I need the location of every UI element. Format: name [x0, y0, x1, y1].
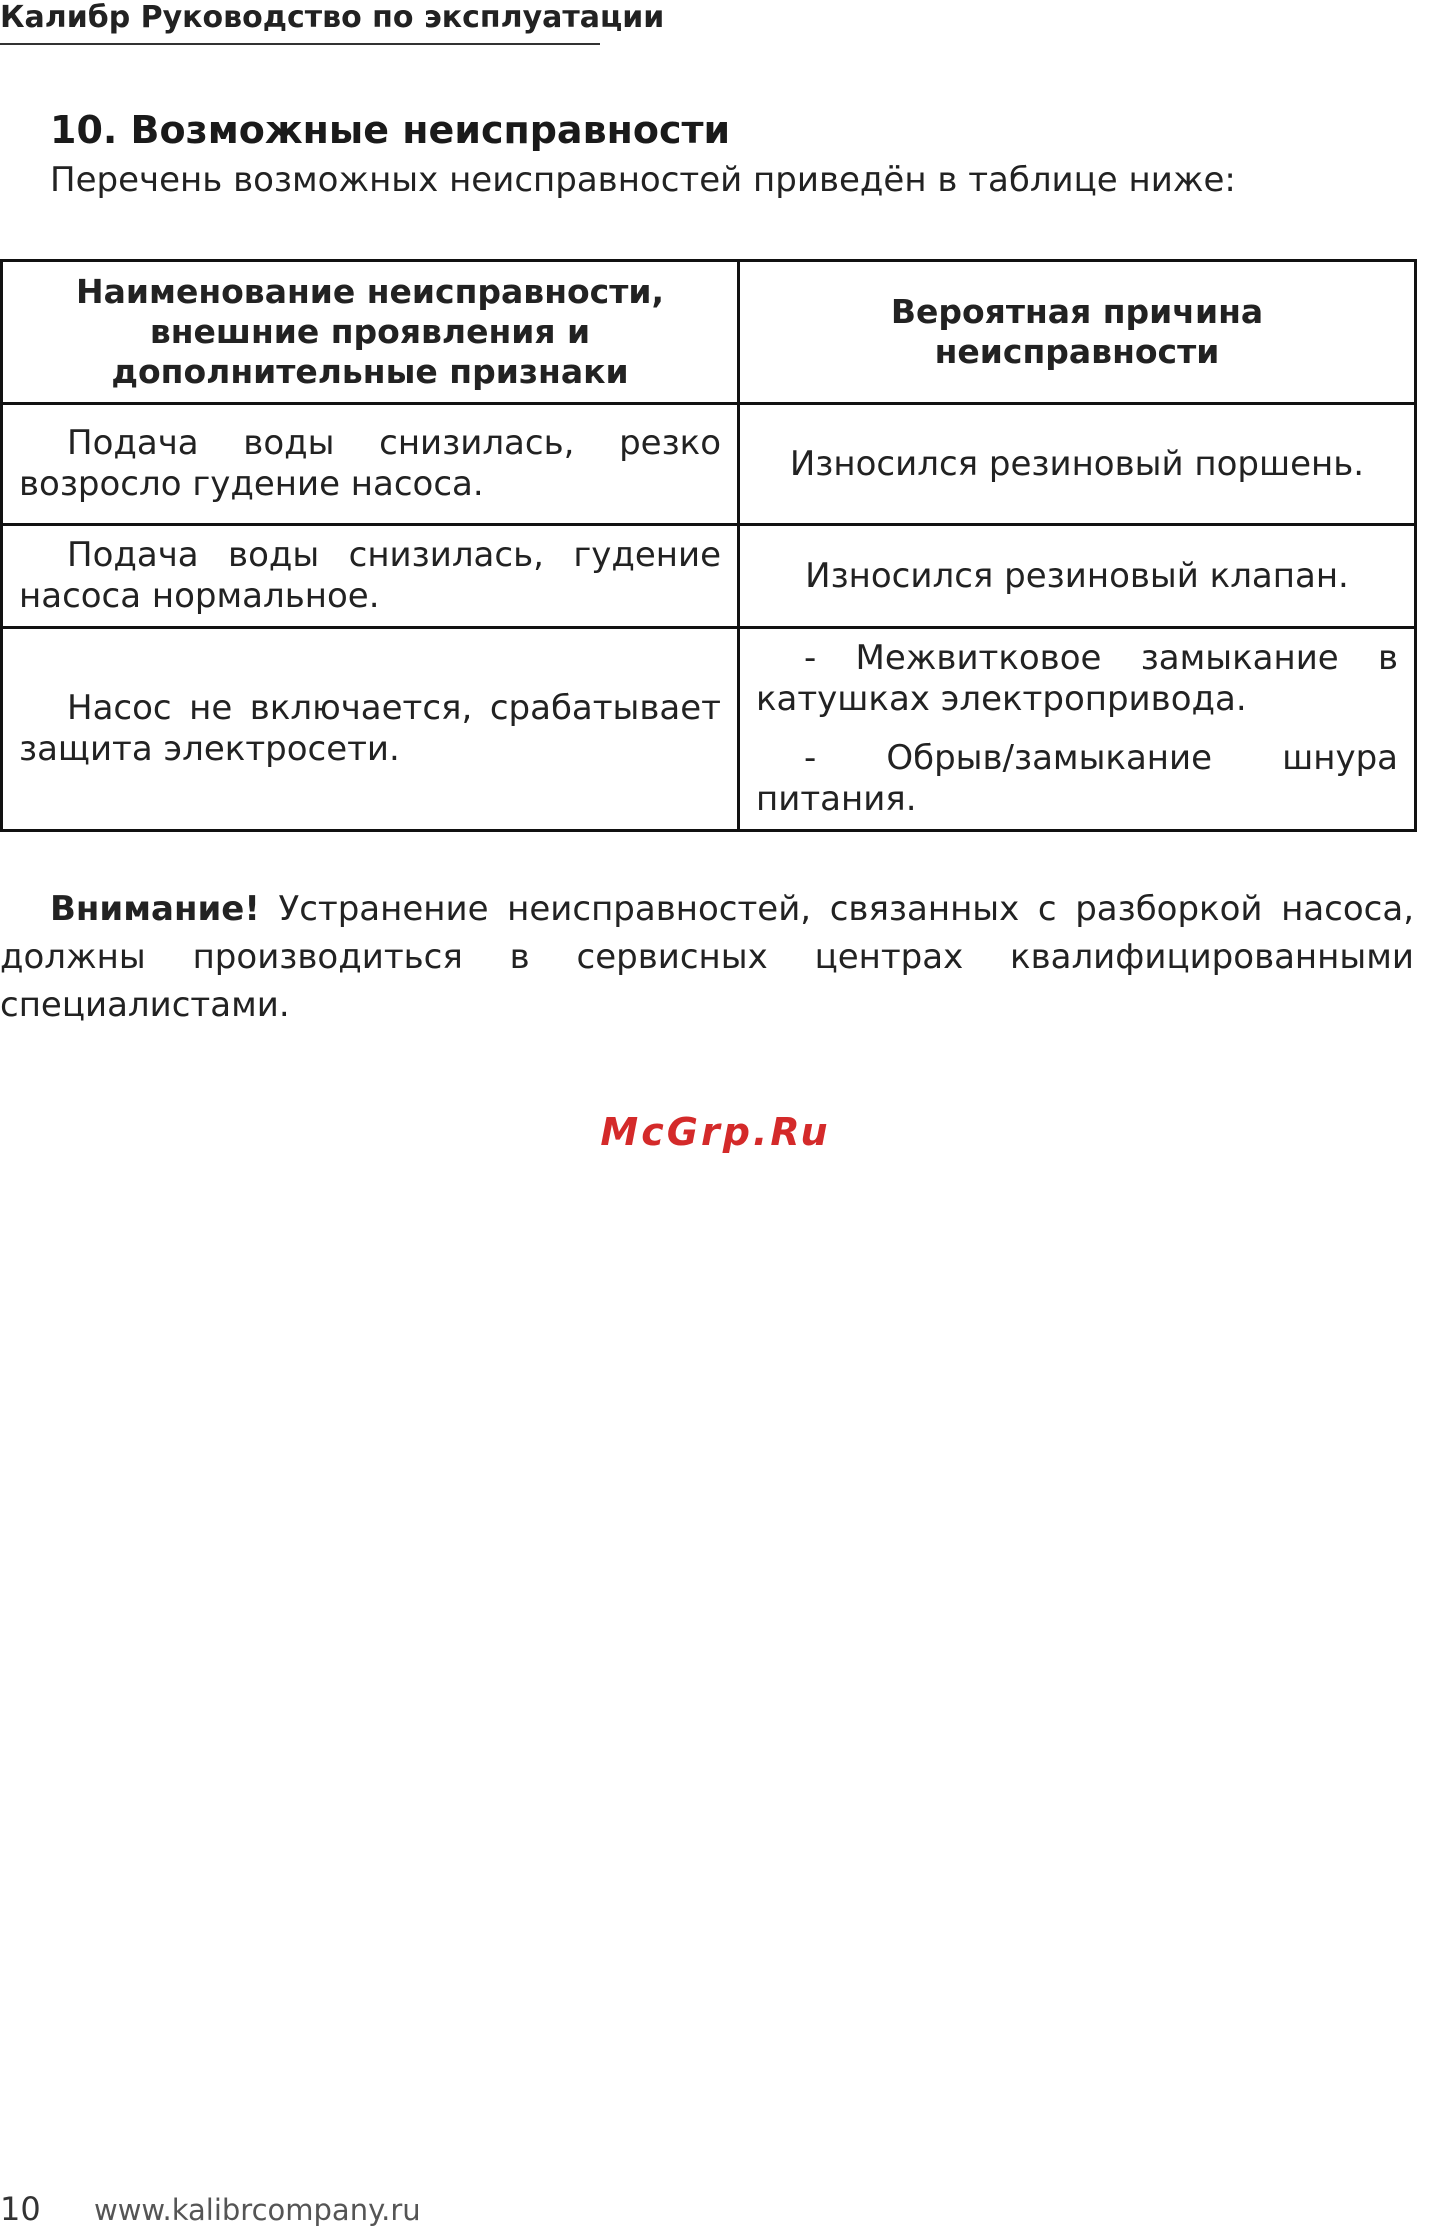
header-fault: Наименование неисправности, внешние проявления и дополнительные признаки	[2, 261, 739, 404]
cause-cell	[739, 628, 1416, 831]
table-row	[2, 404, 1416, 525]
header-cause: Вероятная причина неисправности	[739, 261, 1416, 404]
cause-cell: Износился резиновый поршень.	[739, 404, 1416, 525]
fault-cell: Подача воды снизилась, резко возросло гудение насоса.	[2, 404, 739, 525]
attention-text: Устранение неисправностей, связанных с разборкой насоса, должны производиться в сервисных центрах квалифицированными специалистами.	[0, 889, 1415, 1025]
table-header-row	[2, 261, 1416, 404]
cause-cell: Износился резиновый клапан.	[739, 525, 1416, 628]
attention-label: Внимание!	[50, 889, 260, 929]
table-row	[2, 525, 1416, 628]
watermark: McGrp.Ru	[600, 1110, 831, 1154]
table-row	[2, 628, 1416, 831]
page-number: 10	[0, 2190, 41, 2228]
section-title: 10. Возможные неисправности	[50, 108, 731, 152]
faults-table	[0, 259, 1417, 832]
cause-item: - Обрыв/замыкание шнура питания.	[756, 738, 1398, 819]
section-intro: Перечень возможных неисправностей приведён в таблице ниже:	[50, 160, 1236, 200]
running-header: Калибр Руководство по эксплуатации	[0, 0, 600, 45]
footer-url: www.kalibrcompany.ru	[94, 2193, 421, 2227]
cause-item: - Межвитковое замыкание в катушках электропривода.	[756, 638, 1398, 719]
attention-note	[0, 885, 1414, 1029]
fault-cell: Насос не включается, срабатывает защита электросети.	[2, 628, 739, 831]
fault-cell: Подача воды снизилась, гудение насоса нормальное.	[2, 525, 739, 628]
